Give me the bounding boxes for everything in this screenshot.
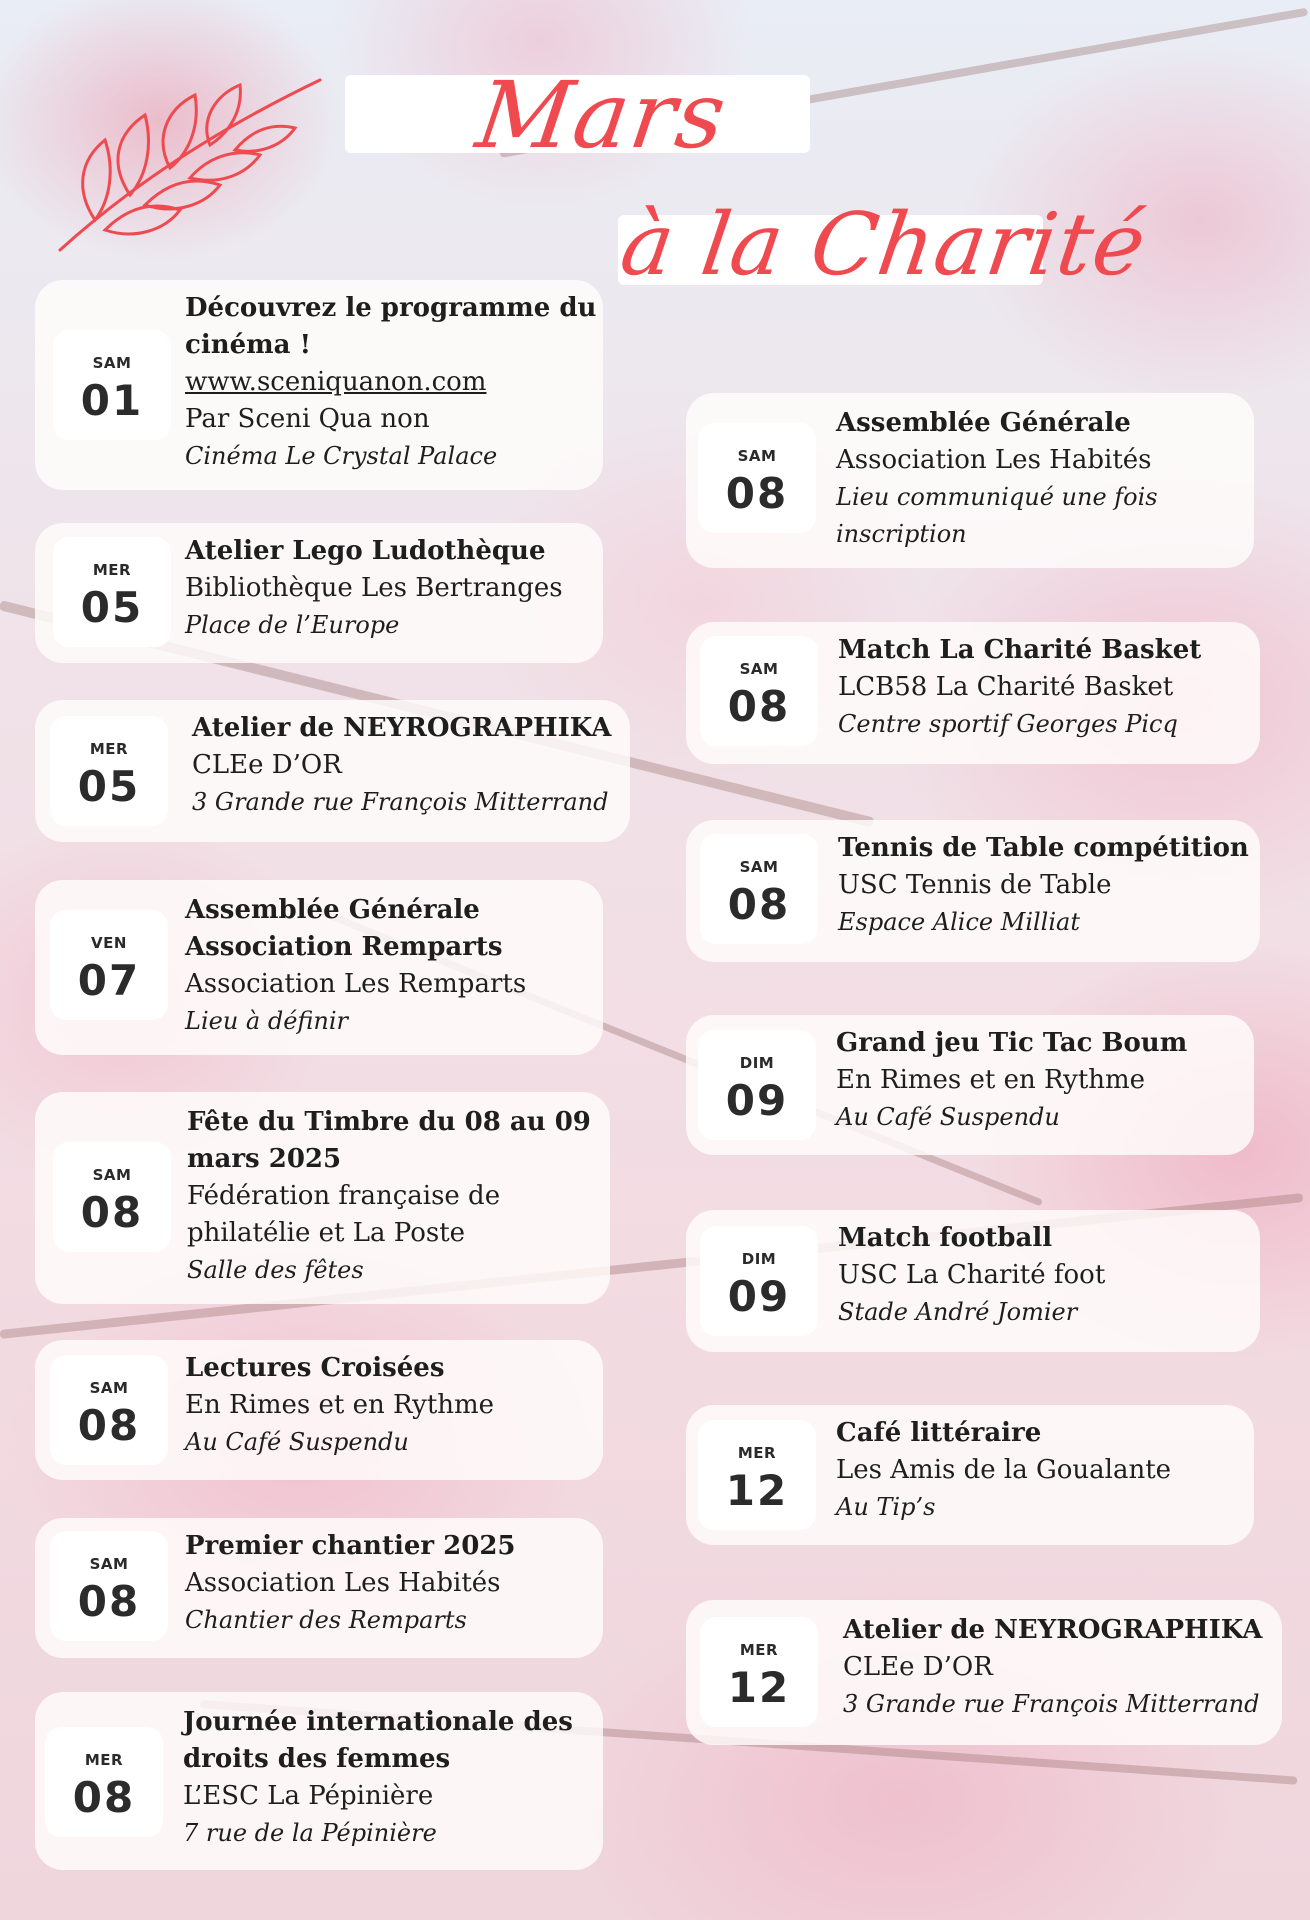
event-date — [53, 537, 171, 647]
event-location: Au Tip’s — [836, 1493, 936, 1521]
event-weekday: MER — [739, 1641, 779, 1659]
event-location: Chantier des Remparts — [185, 1606, 467, 1634]
event-card — [35, 1692, 603, 1870]
event-title: Match football — [838, 1223, 1053, 1253]
event-weekday: SAM — [92, 1166, 132, 1184]
event-organizer: LCB58 La Charité Basket — [838, 672, 1174, 702]
event-day-number: 08 — [80, 1188, 144, 1237]
event-card — [35, 1518, 603, 1658]
event-organizer: Par Sceni Qua non — [185, 404, 430, 434]
event-day-number: 08 — [727, 682, 791, 731]
event-card — [686, 1600, 1282, 1745]
event-day-number: 08 — [725, 469, 789, 518]
event-location: Stade André Jomier — [838, 1298, 1078, 1326]
event-organizer: En Rimes et en Rythme — [185, 1390, 495, 1420]
event-title: droits des femmes — [183, 1744, 451, 1774]
event-title: Café littéraire — [836, 1418, 1042, 1448]
event-card — [686, 820, 1260, 962]
event-weekday: MER — [92, 561, 132, 579]
event-location: inscription — [836, 520, 967, 548]
event-date — [700, 1617, 818, 1727]
event-title: Lectures Croisées — [185, 1353, 445, 1383]
event-card — [35, 1092, 610, 1304]
event-date — [698, 1420, 816, 1530]
event-day-number: 01 — [80, 376, 144, 425]
event-date — [45, 1727, 163, 1837]
event-card — [35, 880, 603, 1055]
event-organizer: CLEe D’OR — [192, 750, 342, 780]
event-organizer: Bibliothèque Les Bertranges — [185, 573, 563, 603]
event-weekday: SAM — [737, 447, 777, 465]
event-date — [53, 330, 171, 440]
event-title: mars 2025 — [187, 1144, 342, 1174]
event-card — [686, 393, 1254, 568]
event-date — [53, 1142, 171, 1252]
event-location: Centre sportif Georges Picq — [838, 710, 1178, 738]
event-location: 3 Grande rue François Mitterrand — [192, 788, 609, 816]
page-title-month: Mars — [470, 62, 734, 169]
event-day-number: 08 — [727, 880, 791, 929]
event-weekday: MER — [84, 1751, 124, 1769]
event-title: Atelier de NEYROGRAPHIKA — [843, 1615, 1263, 1645]
event-title: Assemblée Générale — [836, 408, 1131, 438]
event-day-number: 09 — [727, 1272, 791, 1321]
event-location: 3 Grande rue François Mitterrand — [843, 1690, 1260, 1718]
event-weekday: DIM — [739, 1054, 775, 1072]
event-card — [35, 280, 603, 490]
event-card — [35, 523, 603, 663]
event-card — [686, 1210, 1260, 1352]
event-weekday: MER — [737, 1444, 777, 1462]
event-location: Cinéma Le Crystal Palace — [185, 442, 498, 470]
event-title: cinéma ! — [185, 330, 311, 360]
event-organizer: philatélie et La Poste — [187, 1218, 466, 1248]
event-date — [50, 1355, 168, 1465]
event-date — [50, 1531, 168, 1641]
event-organizer: CLEe D’OR — [843, 1652, 993, 1682]
event-weekday: SAM — [89, 1379, 129, 1397]
event-day-number: 09 — [725, 1076, 789, 1125]
event-card — [35, 700, 630, 842]
event-weekday: DIM — [741, 1250, 777, 1268]
event-day-number: 05 — [77, 762, 141, 811]
event-title: Atelier Lego Ludothèque — [185, 536, 546, 566]
event-title: Journée internationale des — [183, 1707, 573, 1737]
event-location: Au Café Suspendu — [185, 1428, 409, 1456]
event-date — [698, 423, 816, 533]
event-date — [698, 1030, 816, 1140]
event-day-number: 08 — [77, 1577, 141, 1626]
event-organizer: En Rimes et en Rythme — [836, 1065, 1146, 1095]
event-date — [700, 1226, 818, 1336]
event-location: Place de l’Europe — [185, 611, 400, 639]
event-title: Premier chantier 2025 — [185, 1531, 516, 1561]
event-location: Lieu à définir — [185, 1007, 349, 1035]
event-card — [686, 622, 1260, 764]
event-location: Salle des fêtes — [187, 1256, 364, 1284]
event-organizer: Association Les Habités — [185, 1568, 501, 1598]
event-date — [700, 636, 818, 746]
event-day-number: 05 — [80, 583, 144, 632]
event-organizer: Fédération française de — [187, 1181, 501, 1211]
event-card — [686, 1405, 1254, 1545]
event-weekday: SAM — [739, 660, 779, 678]
event-website-link[interactable]: www.sceniquanon.com — [185, 367, 487, 397]
event-date — [700, 834, 818, 944]
event-title: Découvrez le programme du — [185, 293, 597, 323]
event-date — [50, 716, 168, 826]
event-weekday: SAM — [89, 1555, 129, 1573]
event-weekday: MER — [89, 740, 129, 758]
event-day-number: 08 — [72, 1773, 136, 1822]
event-title: Atelier de NEYROGRAPHIKA — [192, 713, 612, 743]
leaf-branch-icon — [55, 70, 325, 260]
event-weekday: SAM — [739, 858, 779, 876]
event-location: 7 rue de la Pépinière — [183, 1819, 437, 1847]
event-location: Lieu communiqué une fois — [836, 483, 1158, 511]
event-location: Espace Alice Milliat — [838, 908, 1080, 936]
page-title-location: à la Charité — [614, 195, 1153, 295]
event-organizer: USC La Charité foot — [838, 1260, 1106, 1290]
event-title: Grand jeu Tic Tac Boum — [836, 1028, 1188, 1058]
event-weekday: SAM — [92, 354, 132, 372]
event-organizer: Les Amis de la Goualante — [836, 1455, 1172, 1485]
event-organizer: L’ESC La Pépinière — [183, 1781, 434, 1811]
event-weekday: VEN — [91, 934, 127, 952]
event-day-number: 12 — [727, 1663, 791, 1712]
event-organizer: Association Les Remparts — [185, 969, 527, 999]
event-organizer: Association Les Habités — [836, 445, 1152, 475]
event-title: Association Remparts — [185, 932, 503, 962]
event-location: Au Café Suspendu — [836, 1103, 1060, 1131]
event-card — [686, 1015, 1254, 1155]
event-day-number: 08 — [77, 1401, 141, 1450]
event-title: Tennis de Table compétition — [838, 833, 1249, 863]
event-day-number: 07 — [77, 956, 141, 1005]
event-card — [35, 1340, 603, 1480]
event-date — [50, 910, 168, 1020]
event-day-number: 12 — [725, 1466, 789, 1515]
event-organizer: USC Tennis de Table — [838, 870, 1112, 900]
event-title: Fête du Timbre du 08 au 09 — [187, 1107, 591, 1137]
event-title: Match La Charité Basket — [838, 635, 1202, 665]
event-title: Assemblée Générale — [185, 895, 480, 925]
